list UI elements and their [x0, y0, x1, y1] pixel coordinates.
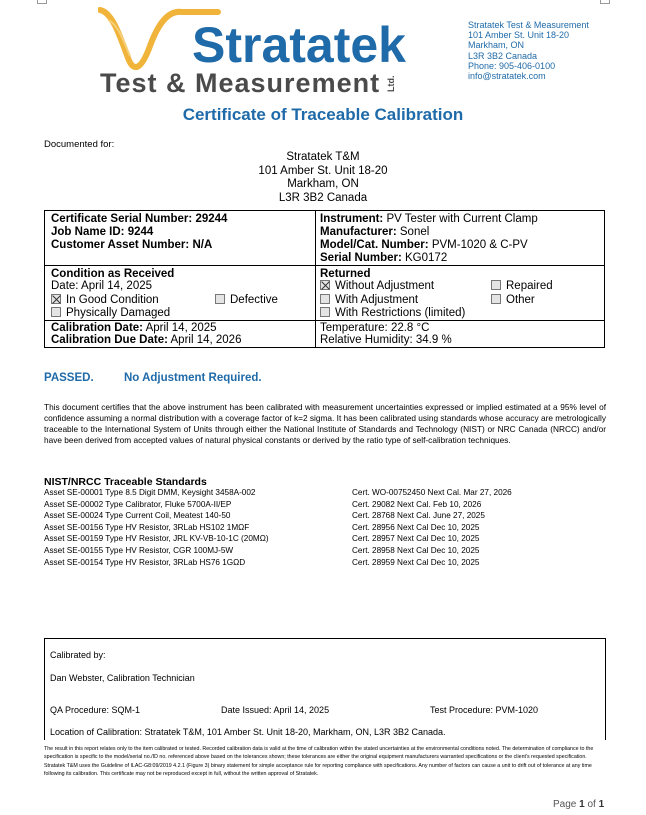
- date-issued: Date Issued: April 14, 2025: [221, 705, 330, 715]
- instrument: Instrument: PV Tester with Current Clamp: [320, 213, 538, 225]
- returned-other-option: Other: [491, 294, 535, 306]
- contact-line: L3R 3B2 Canada: [468, 50, 538, 61]
- page-corner-mark: [600, 0, 610, 4]
- checkbox-icon: [320, 307, 330, 317]
- standards-list: [44, 487, 604, 568]
- model-number: Model/Cat. Number: PVM-1020 & C-PV: [320, 239, 528, 251]
- checkbox-checked-icon: [51, 294, 61, 304]
- temperature: Temperature: 22.8 °C: [320, 322, 430, 334]
- condition-title: Condition as Received: [51, 268, 175, 280]
- standard-row: Asset SE-00156 Type HV Resistor, 3RLab HS102 1MΩF Cert. 28956 Next Cal Dec 10, 2025: [44, 522, 480, 532]
- calibration-location: Location of Calibration: Stratatek T&M, 101 Amber St. Unit 18-20, Markham, ON, L3R 3B2 Canada.: [50, 727, 446, 737]
- contact-email-link[interactable]: info@stratatek.com: [468, 71, 546, 82]
- client-address: [0, 151, 646, 205]
- page-corner-mark: [37, 0, 47, 4]
- checkbox-icon: [320, 294, 330, 304]
- legal-footnote: The result in this report relates only to the item calibrated or tested. Recorded calibration data is valid at the time of calibration within the stated uncertainties at the environmental conditions noted. The determination of compliance to the specification is specific to the model/serial no./ID no. referenced above based on the tolerances shown; these tolerances are either the original equipment manufacturers warranted specifications or the client's requested specification. Stratatek T&M uses the Guideline of ILAC-G8:09/2019 4.2.1 (Figure 3) binary statement for simple acceptance rule for reporting compliance with specifications. Any number of factors can cause a unit to drift out of tolerance at any time following its calibration. This certificate may not be reproduced except in full, without the written approval of Stratatek.: [44, 746, 594, 778]
- contact-line: 101 Amber St. Unit 18-20: [468, 30, 570, 41]
- result-passed: PASSED.: [44, 372, 94, 384]
- returned-title: Returned: [320, 268, 371, 280]
- logo-text-ltd: Ltd.: [386, 75, 396, 92]
- calibrated-by-label: Calibrated by:: [50, 650, 106, 660]
- contact-line: Stratatek Test & Measurement: [468, 20, 589, 30]
- logo-text-sub: Test & Measurement: [100, 68, 381, 98]
- returned-restrictions-option: With Restrictions (limited): [320, 307, 465, 319]
- instrument-info-table: [44, 210, 605, 348]
- checkbox-icon: [51, 307, 61, 317]
- standard-row: Asset SE-00002 Type Calibrator, Fluke 5700A-II/EP Cert. 29082 Next Cal. Feb 10, 2026: [44, 499, 482, 509]
- test-procedure: Test Procedure: PVM-1020: [430, 705, 539, 715]
- certificate-serial: Certificate Serial Number: 29244: [51, 213, 228, 225]
- condition-date: Date: April 14, 2025: [51, 280, 153, 292]
- standards-title: NIST/NRCC Traceable Standards: [44, 476, 207, 488]
- checkbox-icon: [491, 294, 501, 304]
- checkbox-checked-icon: [320, 280, 330, 290]
- standard-row: Asset SE-00155 Type HV Resistor, CGR 100MJ-5W Cert. 28958 Next Cal Dec 10, 2025: [44, 545, 480, 555]
- stratatek-logo: [98, 6, 410, 98]
- page-number: Page 1 of 1: [553, 799, 605, 810]
- returned-with-option: With Adjustment: [320, 294, 418, 306]
- relative-humidity: Relative Humidity: 34.9 %: [320, 334, 452, 346]
- serial-number: Serial Number: KG0172: [320, 252, 448, 264]
- logo-text-main: Stratatek: [192, 17, 406, 73]
- client-line: 101 Amber St. Unit 18-20: [258, 164, 388, 177]
- checkbox-icon: [215, 294, 225, 304]
- calibration-due-date: Calibration Due Date: April 14, 2026: [51, 334, 242, 346]
- client-line: L3R 3B2 Canada: [278, 191, 368, 204]
- calibration-date: Calibration Date: April 14, 2025: [51, 322, 217, 334]
- calibration-signoff-box: [44, 638, 606, 740]
- standard-row: Asset SE-00159 Type HV Resistor, JRL KV-VB-10-1C (20MΩ) Cert. 28957 Next Cal Dec 10, 2025: [44, 534, 480, 544]
- returned-repaired-option: Repaired: [491, 280, 553, 292]
- contact-line: Markham, ON: [468, 40, 525, 51]
- checkbox-icon: [491, 280, 501, 290]
- condition-defective-option: Defective: [215, 294, 278, 306]
- technician-name: Dan Webster, Calibration Technician: [50, 673, 195, 683]
- returned-without-option: Without Adjustment: [320, 280, 434, 292]
- result-note: No Adjustment Required.: [124, 372, 262, 384]
- company-contact: [468, 20, 589, 81]
- manufacturer: Manufacturer: Sonel: [320, 226, 430, 238]
- standard-row: Asset SE-00024 Type Current Coil, Meatest 140-50 Cert. 28768 Next Cal. June 27, 2025: [44, 511, 485, 521]
- client-line: Markham, ON: [287, 178, 359, 190]
- standard-row: Asset SE-00154 Type HV Resistor, 3RLab HS76 1GΩD Cert. 28959 Next Cal Dec 10, 2025: [44, 557, 480, 567]
- contact-line: Phone: 905-406-0100: [468, 60, 556, 71]
- qa-procedure: QA Procedure: SQM-1: [50, 705, 141, 715]
- job-name-id: Job Name ID: 9244: [51, 226, 154, 238]
- documented-for-label: Documented for:: [44, 139, 115, 150]
- standard-row: Asset SE-00001 Type 8.5 Digit DMM, Keysight 3458A-002 Cert. WO-00752450 Next Cal. Mar 27, 2026: [44, 488, 512, 497]
- document-title: Certificate of Traceable Calibration: [182, 105, 464, 124]
- customer-asset-number: Customer Asset Number: N/A: [51, 239, 213, 251]
- certification-statement: This document certifies that the above instrument has been calibrated with measurement uncertainties expressed or implied estimated at a 95% level of confidence assuming a normal distribution with a coverage factor of k=2 sigma. It has been calibrated using standards whose accuracy are metrologically traceable to the International System of Units through either the National Institute of Standards and Technology (NIST) or NRC Canada (NRCC) and/or have been derived from accepted values of natural physical constants or derived by the ratio type of self-calibration techniques.: [44, 402, 606, 445]
- condition-damaged-option: Physically Damaged: [51, 307, 170, 319]
- condition-good-option: In Good Condition: [51, 294, 159, 306]
- client-line: Stratatek T&M: [286, 151, 360, 163]
